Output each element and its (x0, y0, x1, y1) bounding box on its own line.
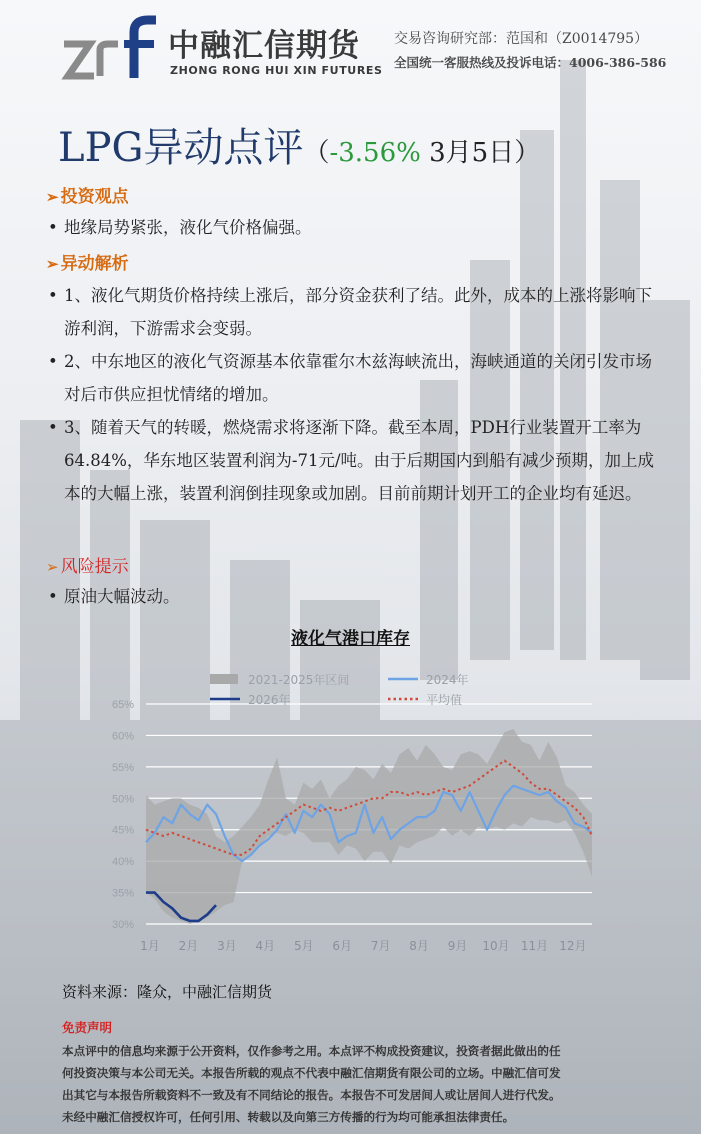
chart-title: 液化气港口库存 (291, 629, 410, 649)
x-tick-label: 3月 (217, 939, 237, 953)
x-tick-label: 9月 (447, 939, 468, 953)
header (0, 0, 701, 92)
legend-swatch (210, 674, 238, 684)
x-tick-label: 10月 (482, 939, 510, 953)
section-heading-risk: ➢ 风险提示 (46, 557, 129, 577)
section-heading-analysis: ➢ 异动解析 (46, 254, 129, 274)
company-logo-icon (60, 14, 160, 80)
range-band (146, 729, 592, 924)
x-tick-label: 7月 (370, 939, 391, 953)
arrow-icon: ➢ (46, 188, 59, 206)
x-tick-label: 1月 (140, 939, 160, 953)
arrow-icon: ➢ (46, 255, 59, 273)
y-tick-label: 55% (111, 761, 134, 774)
disclaimer-line: 本点评中的信息均来源于公开资料，仅作参考之用。本点评不构成投资建议，投资者据此做出的任 (62, 1044, 561, 1058)
x-tick-label: 5月 (293, 939, 314, 953)
title-paren: （ (303, 138, 330, 168)
list-item: • 1、液化气期货价格持续上涨后，部分资金获利了结。此外，成本的上涨将影响下游利润，下游需求会变弱。 (48, 286, 652, 338)
y-tick-label: 60% (111, 730, 134, 743)
list-item: • 2、中东地区的液化气资源基本依靠霍尔木兹海峡流出，海峡通道的关闭引发市场对后市供应担忧情绪的增加。 (48, 352, 652, 404)
data-source: 资料来源：隆众，中融汇信期货 (62, 983, 273, 1001)
list-item: • 原油大幅波动。 (48, 587, 180, 606)
x-tick-label: 4月 (255, 939, 276, 953)
legend-label: 平均值 (426, 693, 463, 707)
arrow-icon: ➢ (46, 558, 59, 576)
x-tick-label: 12月 (559, 939, 587, 953)
disclaimer-line: 未经中融汇信授权许可，任何引用、转载以及向第三方传播的行为均可能承担法律责任。 (62, 1110, 515, 1124)
disclaimer-line: 何投资决策与本公司无关。本报告所载的观点不代表中融汇信期货有限公司的立场。中融汇信可发 (62, 1066, 561, 1080)
y-tick-label: 40% (111, 856, 134, 869)
x-tick-label: 2月 (178, 939, 199, 953)
title-main: LPG异动点评 (58, 125, 304, 171)
title-date: 3月5日） (420, 138, 541, 168)
page-title (58, 116, 540, 173)
inventory-chart (98, 660, 598, 960)
legend-label: 2026年 (248, 693, 291, 707)
title-change: -3.56% (329, 138, 421, 168)
x-tick-label: 8月 (409, 939, 429, 953)
list-item: • 地缘局势紧张，液化气价格偏强。 (48, 218, 312, 237)
list-item: • 3、随着天气的转暖，燃烧需求将逐渐下降。截至本周，PDH行业装置开工率为64.84%，华东地区装置利润为-71元/吨。由于后期国内到船有减少预期，加上成本的大幅上涨，装置利润倒挂现象或加剧。目前前期计划开工的企业均有延迟。 (48, 418, 655, 503)
legend-label: 2024年 (426, 673, 469, 687)
analyst-contact: 交易咨询研究部：范国和（Z0014795） (394, 31, 649, 47)
section-heading-view: ➢ 投资观点 (46, 187, 129, 207)
company-name-cn: 中融汇信期货 (168, 28, 360, 64)
y-tick-label: 45% (111, 824, 134, 837)
company-name-en: ZHONG RONG HUI XIN FUTURES (170, 64, 383, 77)
hotline-contact: 全国统一客服热线及投诉电话：4006-386-586 (394, 55, 667, 70)
x-tick-label: 6月 (332, 939, 353, 953)
disclaimer-text (62, 1040, 642, 1128)
legend-label: 2021-2025年区间 (248, 673, 350, 687)
y-tick-label: 35% (111, 887, 134, 900)
disclaimer-heading: 免责声明 (62, 1020, 113, 1035)
x-tick-label: 11月 (520, 939, 549, 953)
y-tick-label: 50% (111, 793, 134, 806)
y-tick-label: 65% (111, 699, 134, 711)
y-tick-label: 30% (111, 919, 134, 931)
disclaimer-line: 出其它与本报告所载资料不一致及有不同结论的报告。本报告不可发居间人或让居间人进行代发。 (62, 1088, 561, 1102)
